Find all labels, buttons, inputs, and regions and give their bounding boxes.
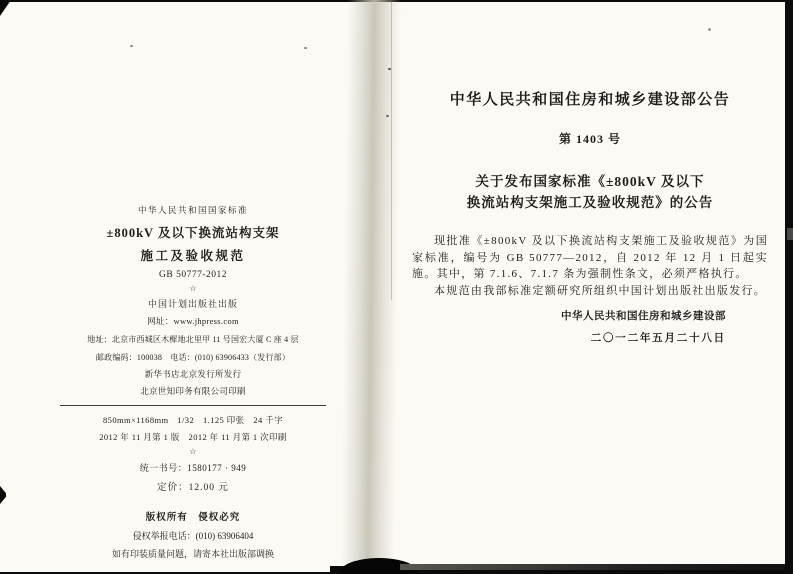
right-page-announcement <box>412 88 768 345</box>
infringement-report-phone: 侵权举报电话：(010) 63906404 <box>132 531 254 541</box>
announcement-subject <box>412 171 768 213</box>
scan-speck <box>304 47 307 49</box>
body-paragraph-1: 现批准《±800kV 及以下换流站构支架施工及验收规范》为国家标准，编号为 GB 50777—2012，自 2012 年 12 月 1 日起实施。其中，第 7.1.6、7.1.7 条为强制性条文，必须严格执行。 <box>412 235 768 280</box>
signature-organization: 中华人民共和国住房和城乡建设部 <box>561 311 726 322</box>
standard-number: GB 50777-2012 <box>159 270 227 280</box>
edition-line: 2012 年 11 月第 1 版 2012 年 11 月第 1 次印刷 <box>99 432 287 442</box>
signature-date: 二〇一二年五月二十八日 <box>590 333 726 344</box>
price-line: 定价：12.00 元 <box>157 483 229 493</box>
body-paragraph-2: 本规范由我部标准定额研究所组织中国计划出版社出版发行。 <box>434 284 767 297</box>
website-line: 网址：www.jhpress.com <box>147 316 239 326</box>
announcement-number: 第 1403 号 <box>558 132 621 146</box>
standard-title-line1: ±800kV 及以下换流站构支架 <box>106 226 280 240</box>
subject-line1: 关于发布国家标准《±800kV 及以下 <box>475 174 705 189</box>
page-gutter-shadow <box>340 0 401 574</box>
announcement-body <box>412 233 768 299</box>
scan-speck <box>708 28 711 31</box>
page-edge-line <box>391 0 392 300</box>
announcement-title: 中华人民共和国住房和城乡建设部公告 <box>449 92 731 108</box>
copyright-notice: 版权所有 侵权必究 <box>145 513 241 523</box>
print-quality-note: 如有印装质量问题，请寄本社出版部调换 <box>111 549 274 559</box>
address-line: 地址：北京市西城区木樨地北里甲 11 号国宏大厦 C 座 4 层 <box>87 335 299 344</box>
bottom-scan-edge <box>400 564 786 570</box>
distributor-line: 新华书店北京发行所发行 <box>144 369 242 379</box>
star-divider: ☆ <box>189 284 197 293</box>
subject-line2: 换流站构支架施工及验收规范》的公告 <box>466 195 714 210</box>
signature-block <box>412 308 768 345</box>
publisher-line: 中国计划出版社出版 <box>147 299 238 309</box>
scan-speck <box>130 45 133 47</box>
scan-speck <box>386 115 389 117</box>
postcode-phone-line: 邮政编码：100038 电话：(010) 63906433（发行部） <box>95 353 291 362</box>
unified-book-number: 统一书号：1580177 · 949 <box>139 463 247 473</box>
left-page-colophon <box>42 204 344 560</box>
standard-title-line2: 施工及验收规范 <box>140 249 246 263</box>
paper-left-bottom-extension <box>0 560 330 572</box>
national-standard-label: 中华人民共和国国家标准 <box>137 205 248 215</box>
printer-line: 北京世知印务有限公司印刷 <box>140 386 246 396</box>
format-line: 850mm×1168mm 1/32 1.125 印张 24 千字 <box>103 415 283 425</box>
right-scan-border <box>785 0 793 574</box>
right-border-notch <box>787 228 793 240</box>
scan-speck <box>388 68 391 70</box>
colophon-divider-rule <box>60 405 326 406</box>
star-divider-2: ☆ <box>189 447 197 456</box>
